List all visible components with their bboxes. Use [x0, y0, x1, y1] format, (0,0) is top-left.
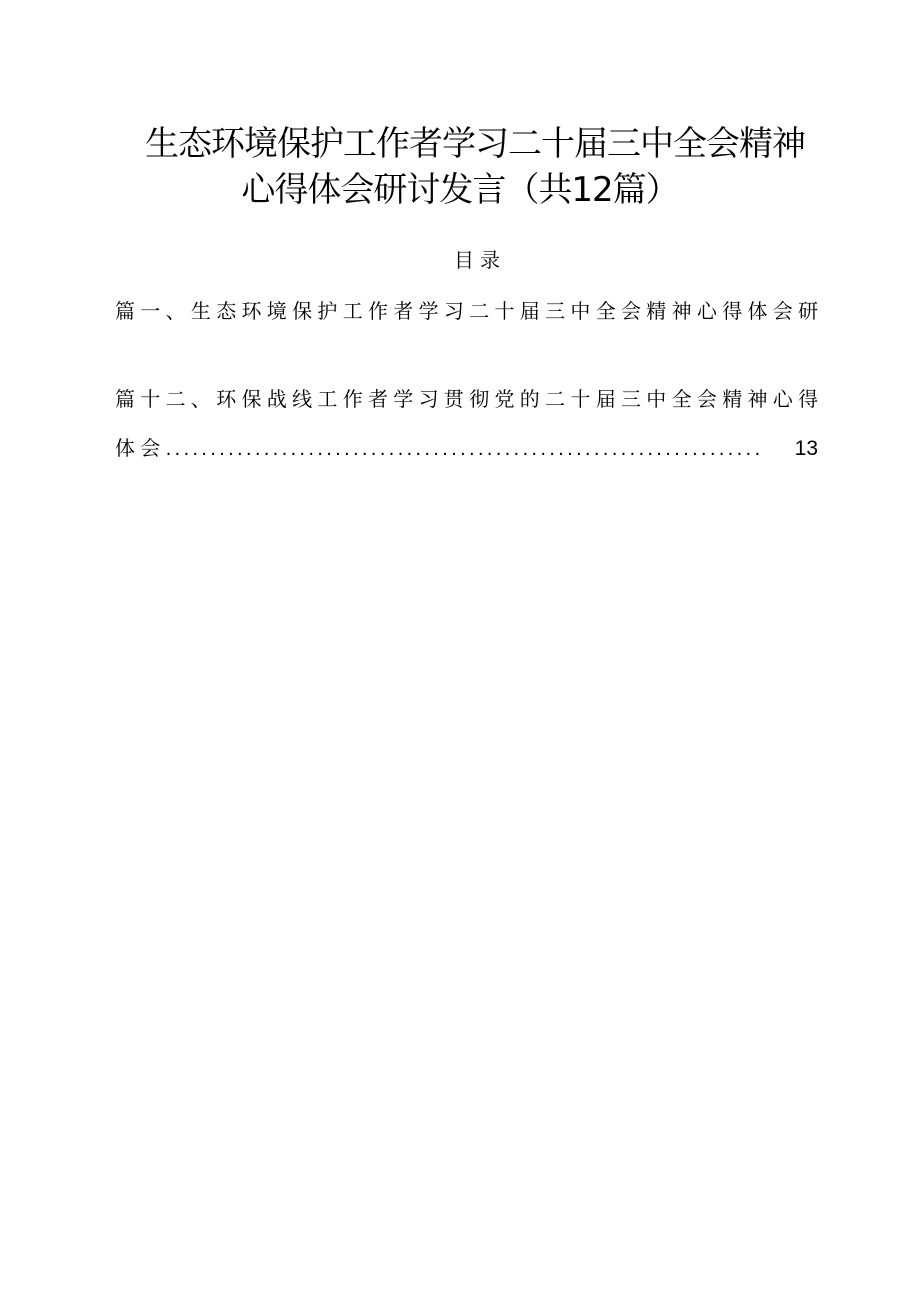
document-title-line-2: 心得体会研讨发言（共12篇）	[241, 170, 679, 210]
document-title-line-1: 生态环境保护工作者学习二十届三中全会精神	[145, 124, 805, 164]
toc-dot-leader: ...................................................................	[165, 439, 764, 460]
toc-heading: 目录	[454, 248, 506, 272]
toc-entry-12-line-1[interactable]: 篇十二、环保战线工作者学习贯彻党的二十届三中全会精神心得	[115, 387, 824, 411]
toc-entry-1[interactable]: 篇一、生态环境保护工作者学习二十届三中全会精神心得体会研	[115, 299, 824, 323]
toc-entry-12-text: 体会	[115, 436, 166, 460]
toc-page-number: 13	[794, 437, 818, 460]
toc-entry-12-line-2[interactable]	[115, 434, 818, 464]
